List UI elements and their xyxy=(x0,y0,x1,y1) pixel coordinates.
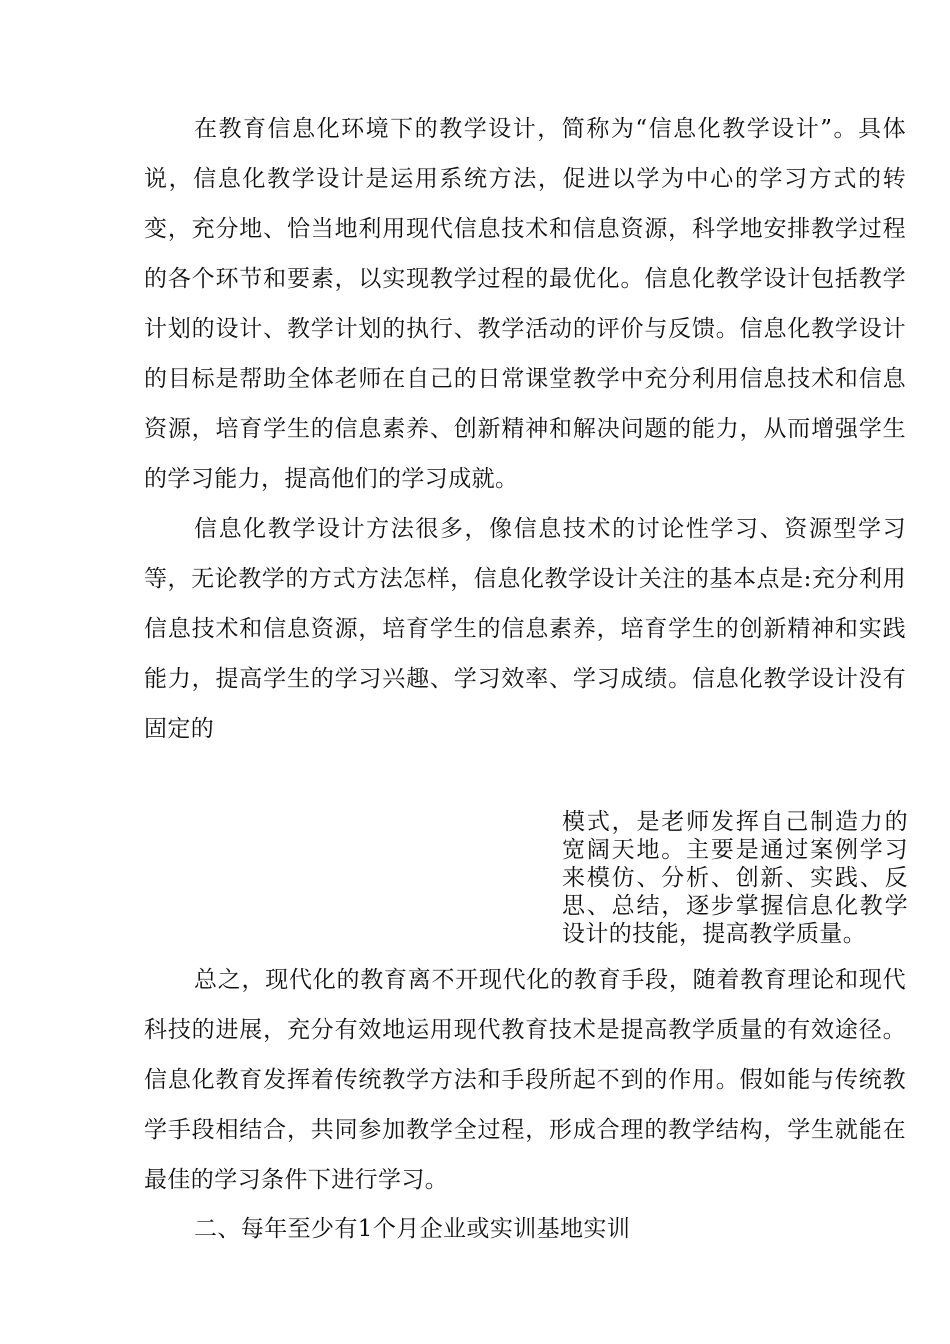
section-heading: 二、每年至少有1个月企业或实训基地实训 xyxy=(194,1216,631,1242)
paragraph-conclusion: 总之，现代化的教育离不开现代化的教育手段，随着教育理论和现代科技的进展，充分有效地运用现代教育技术是提高教学质量的有效途径。信息化教育发挥着传统教学方法和手段所起不到的作用。假如能与传统教学手段相结合，共同参加教学全过程，形成合理的教学结构，学生就能在最佳的学习条件下进行学习。 xyxy=(144,967,906,1193)
paragraph-methods: 信息化教学设计方法很多，像信息技术的讨论性学习、资源型学习等，无论教学的方式方法怎样，信息化教学设计关注的基本点是:充分利用信息技术和信息资源，培育学生的信息素养，培育学生的创新精神和实践能力，提高学生的学习兴趣、学习效率、学习成绩。信息化教学设计没有固定的 xyxy=(144,516,906,742)
paragraph-methods-continued: 模式，是老师发挥自己制造力的宽阔天地。主要是通过案例学习来模仿、分析、创新、实践、反思、总结，逐步掌握信息化教学设计的技能，提高教学质量。 xyxy=(562,809,908,947)
paragraph-intro: 在教育信息化环境下的教学设计，简称为“信息化教学设计”。具体说，信息化教学设计是运用系统方法，促进以学为中心的学习方式的转变，充分地、恰当地利用现代信息技术和信息资源，科学地安排教学过程的各个环节和要素，以实现教学过程的最优化。信息化教学设计包括教学计划的设计、教学计划的执行、教学活动的评价与反馈。信息化教学设计的目标是帮助全体老师在自己的日常课堂教学中充分利用信息技术和信息资源，培育学生的信息素养、创新精神和解决问题的能力，从而增强学生的学习能力，提高他们的学习成就。 xyxy=(144,116,906,492)
